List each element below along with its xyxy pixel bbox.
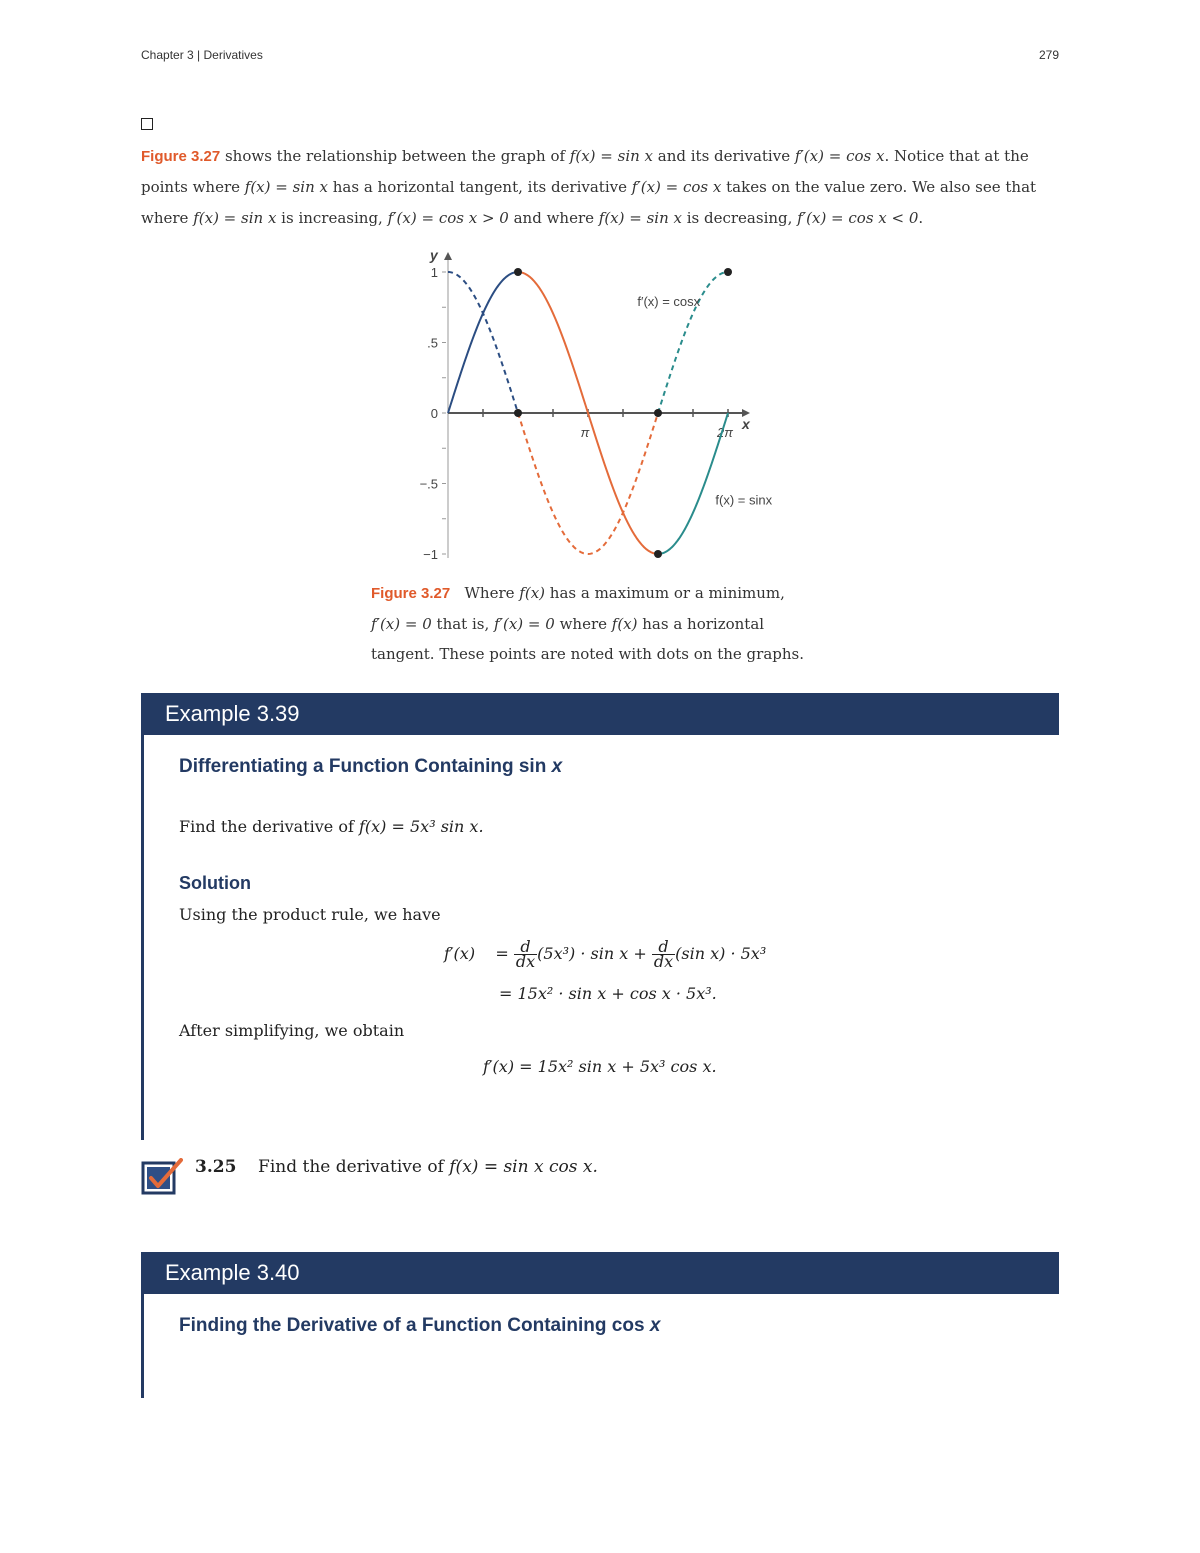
figure-caption: Figure 3.27 Where f(x) has a maximum or a minimum, f′(x) = 0 that is, f′(x) = 0 where f(x) has a horizontal tangent. These points are noted with dots on the graphs. [371,584,804,663]
equation-line-2: = 15x² · sin x + cos x · 5x³. [499,984,717,1003]
running-header: Chapter 3 | Derivatives [141,48,263,62]
example-rule [141,1294,144,1398]
final-equation: f′(x) = 15x² sin x + 5x³ cos x. [483,1057,717,1076]
example-title: Example 3.40 [165,1260,300,1285]
example-prompt: Find the derivative of f(x) = 5x³ sin x. [179,817,484,836]
extremum-dot [514,268,522,276]
y-tick-label: −.5 [419,476,438,492]
caption-figure-label: Figure 3.27 [371,585,451,602]
bullet-square-icon [141,118,153,130]
cos-curve-label: f′(x) = cosx [637,293,701,309]
checkpoint-icon [141,1158,183,1196]
checkpoint-number: 3.25 [195,1157,237,1177]
equation-line-1: f′(x) = $\frac{d}{dx}$ (5x³) · sin x + $\frac{d}{dx}$ (sin x) · 5x³ [444,937,767,971]
solution-text: Using the product rule, we have [179,905,441,924]
x-tick-label: π [580,425,590,440]
example-header-3-40 [141,1252,1059,1294]
y-tick-label: 1 [430,265,438,280]
example-header-3-39 [141,693,1059,735]
after-text: After simplifying, we obtain [179,1021,405,1040]
y-tick-label: 0 [430,406,438,421]
y-tick-label: −1 [423,547,438,562]
x-tick-label: 2π [717,425,733,440]
sin-curve-segment [448,272,518,413]
extremum-dot [724,268,732,276]
sin-cos-graph [400,240,820,580]
example-rule [141,735,144,1140]
extremum-dot [654,409,662,417]
example-subtitle: Finding the Derivative of a Function Containing cos x [179,1315,661,1336]
solution-label: Solution [179,873,251,893]
example-subtitle: Differentiating a Function Containing sin x [179,756,563,777]
sin-curve-label: f(x) = sinx [715,492,773,508]
extremum-dot [514,409,522,417]
extremum-dot [654,550,662,558]
y-axis-label: y [430,247,438,263]
cos-curve-segment [448,272,518,413]
page-number: 279 [1038,48,1059,62]
example-title: Example 3.39 [165,701,300,726]
x-axis-label: x [742,416,750,432]
intro-paragraph: Figure 3.27 shows the relationship between the graph of f(x) = sin x and its derivative f′(x) = cos x. Notice that at the points where f(x) = sin x has a horizontal tangent, its derivative f′(x) = cos x takes on the value zero. We also see that where f(x) = sin x is increasing, f′(x) = cos x > 0 and where f(x) = sin x is decreasing, f′(x) = cos x < 0. [141,147,1037,227]
checkpoint-text: 3.25 Find the derivative of f(x) = sin x cos x. [195,1157,598,1177]
y-axis-arrow-icon [444,252,452,260]
y-tick-label: .5 [427,335,438,351]
figure-link[interactable]: Figure 3.27 [141,148,221,165]
